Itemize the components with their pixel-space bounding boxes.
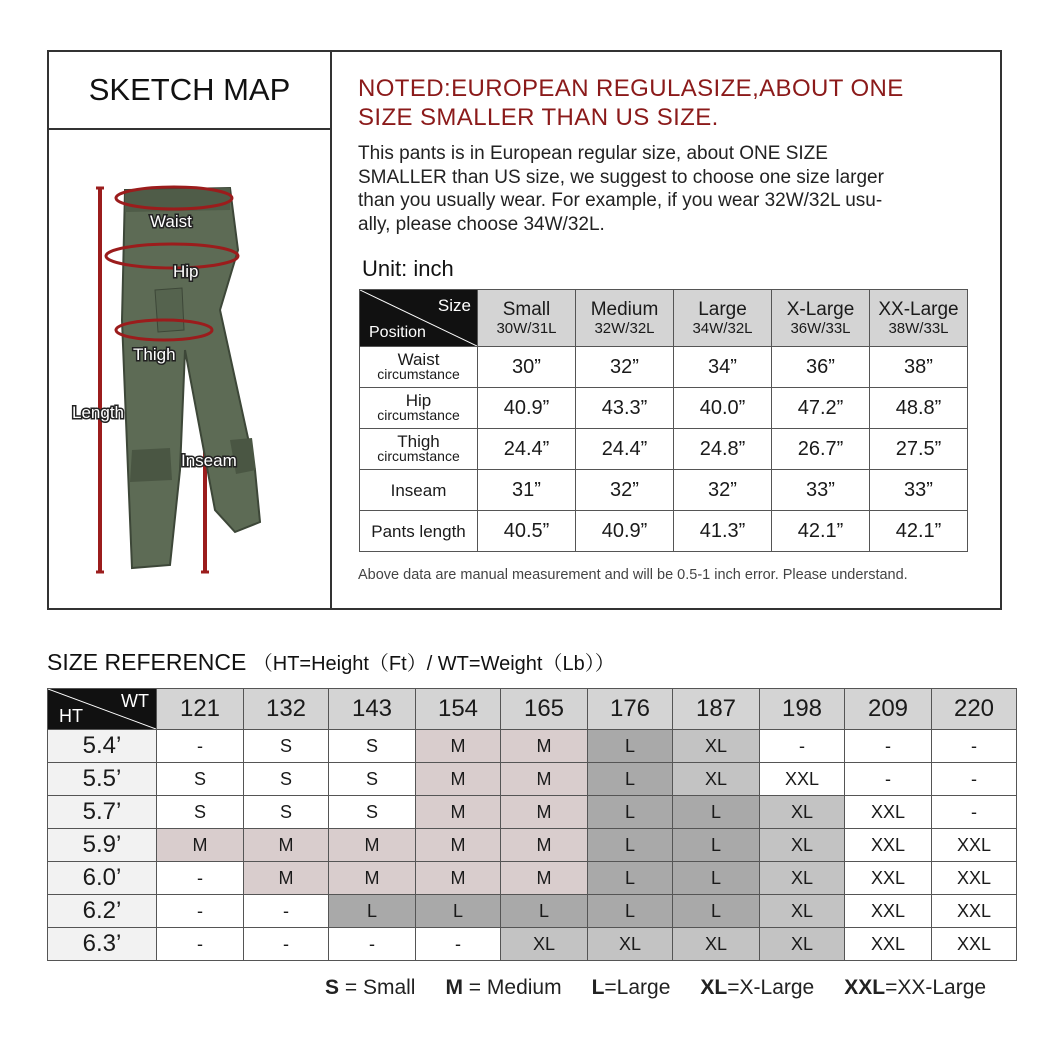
notice-title [358,74,988,132]
weight-header: 176 [588,689,673,730]
size-cell: XL [501,928,588,961]
size-cell: M [416,862,501,895]
height-label: 5.4’ [48,730,157,763]
size-cell: S [244,730,329,763]
notice-body-line: than you usually wear. For example, if you wear 32W/32L usu- [358,190,883,211]
size-cell: L [329,895,416,928]
measurement-cell: 31” [478,470,576,511]
measurement-cell: 40.5” [478,511,576,552]
size-column-header: Small 30W/31L [478,290,576,347]
measurement-cell: 47.2” [772,388,870,429]
notice-body-line: SMALLER than US size, we suggest to choose one size larger [358,166,884,188]
size-cell: M [416,763,501,796]
table-row [48,796,1017,829]
measurement-cell: 24.8” [674,429,772,470]
thigh-label: Thigh [133,345,176,364]
size-reference-table [47,688,1017,961]
size-chart-table [359,289,968,552]
size-cell: XXL [845,862,932,895]
pants-illustration [70,170,325,590]
size-cell: - [845,763,932,796]
measurement-cell: 41.3” [674,511,772,552]
measurement-cell: 36” [772,347,870,388]
size-cell: M [329,862,416,895]
unit-label: Unit: inch [362,256,454,281]
table-row [48,763,1017,796]
corner-ht-label: HT [59,706,83,726]
size-cell: XXL [932,928,1017,961]
measurement-cell: 40.9” [478,388,576,429]
corner-size-label: Size [437,296,471,315]
size-cell: L [588,730,673,763]
legend-text: = Small [339,976,416,999]
measurement-cell: 48.8” [870,388,968,429]
notice-body-line: This pants is in European regular size, about ONE SIZE [358,143,828,164]
length-label: Length [72,403,124,422]
size-cell: - [329,928,416,961]
ht-wt-corner [48,689,157,730]
size-cell: L [501,895,588,928]
legend-text: = Medium [462,976,562,999]
table-row [48,862,1017,895]
panel-divider [330,50,332,610]
size-cell: L [588,895,673,928]
size-cell: S [329,730,416,763]
legend-code: XXL [844,976,886,999]
size-reference-heading [47,647,615,676]
size-cell: - [932,763,1017,796]
size-cell: - [157,928,244,961]
size-cell: M [244,829,329,862]
measurement-cell: 32” [674,470,772,511]
size-cell: XXL [932,862,1017,895]
size-cell: M [501,796,588,829]
legend-text: =X-Large [727,976,815,999]
size-cell: XL [760,895,845,928]
position-label: Hip circumstance [360,388,478,429]
legend-text: =Large [604,976,671,999]
legend-code: L [591,976,605,999]
size-cell: - [845,730,932,763]
size-cell: XXL [845,895,932,928]
size-cell: - [244,895,329,928]
legend-text: =XX-Large [885,976,987,999]
table-row [360,347,968,388]
size-cell: M [501,730,588,763]
size-cell: - [760,730,845,763]
position-label: Waist circumstance [360,347,478,388]
legend-item [700,976,814,999]
corner-position-label: Position [369,324,426,341]
position-label: Inseam [360,470,478,511]
size-cell: L [673,829,760,862]
weight-header: 143 [329,689,416,730]
size-cell: XL [760,928,845,961]
size-cell: S [157,796,244,829]
measurement-cell: 33” [870,470,968,511]
height-label: 5.9’ [48,829,157,862]
size-cell: S [329,763,416,796]
corner-wt-label: WT [121,691,149,711]
measurement-cell: 40.9” [576,511,674,552]
legend-item [325,976,415,999]
weight-header: 121 [157,689,244,730]
size-cell: - [244,928,329,961]
measurement-cell: 27.5” [870,429,968,470]
size-cell: - [932,796,1017,829]
waist-label: Waist [150,212,192,231]
size-cell: M [416,796,501,829]
table-row [48,928,1017,961]
size-cell: - [416,928,501,961]
table-row [48,895,1017,928]
size-cell: - [157,862,244,895]
sketch-title: SKETCH MAP [88,72,291,107]
size-cell: M [501,763,588,796]
legend-code: M [445,976,463,999]
size-column-header: XX-Large 38W/33L [870,290,968,347]
size-cell: XL [760,796,845,829]
table-row [360,511,968,552]
measurement-cell: 40.0” [674,388,772,429]
legend-code: XL [700,976,728,999]
size-cell: L [673,796,760,829]
height-label: 5.5’ [48,763,157,796]
size-cell: XXL [845,829,932,862]
legend-item [844,976,986,999]
size-cell: XL [673,928,760,961]
size-cell: M [329,829,416,862]
size-cell: M [501,862,588,895]
notice-body-line: ally, please choose 34W/32L. [358,213,605,235]
height-label: 6.3’ [48,928,157,961]
size-cell: L [673,895,760,928]
measurement-cell: 24.4” [576,429,674,470]
position-label: Thigh circumstance [360,429,478,470]
size-cell: L [416,895,501,928]
notice-title-line: NOTED:EUROPEAN REGULASIZE,ABOUT ONE [358,75,904,102]
size-cell: - [932,730,1017,763]
table-row [360,388,968,429]
size-cell: M [416,829,501,862]
measurement-cell: 42.1” [870,511,968,552]
height-label: 6.2’ [48,895,157,928]
size-cell: XL [760,829,845,862]
size-cell: XXL [845,796,932,829]
measurement-note: Above data are manual measurement and will be 0.5-1 inch error. Please understand. [358,567,908,583]
measurement-cell: 26.7” [772,429,870,470]
size-cell: L [588,796,673,829]
table-row [48,730,1017,763]
height-label: 6.0’ [48,862,157,895]
size-reference-title: SIZE REFERENCE [47,649,247,675]
weight-header: 187 [673,689,760,730]
measurement-cell: 32” [576,470,674,511]
table-row [48,829,1017,862]
size-cell: XXL [932,829,1017,862]
size-cell: XL [673,730,760,763]
weight-header: 165 [501,689,588,730]
height-label: 5.7’ [48,796,157,829]
measurement-cell: 33” [772,470,870,511]
size-cell: M [244,862,329,895]
size-cell: S [244,763,329,796]
measurement-cell: 38” [870,347,968,388]
measurement-cell: 43.3” [576,388,674,429]
weight-header: 198 [760,689,845,730]
size-cell: - [157,895,244,928]
size-cell: XXL [932,895,1017,928]
measurement-cell: 42.1” [772,511,870,552]
notice-body [358,142,978,236]
size-cell: XL [760,862,845,895]
measurement-cell: 24.4” [478,429,576,470]
hip-label: Hip [173,262,199,281]
size-cell: XL [673,763,760,796]
size-legend [325,976,1005,1000]
size-column-header: Large 34W/32L [674,290,772,347]
size-cell: - [157,730,244,763]
size-cell: L [588,829,673,862]
legend-item [445,976,561,999]
size-cell: M [501,829,588,862]
size-cell: M [157,829,244,862]
size-cell: L [588,763,673,796]
legend-item [592,976,671,999]
size-cell: XXL [760,763,845,796]
size-cell: S [157,763,244,796]
weight-header: 132 [244,689,329,730]
size-column-header: X-Large 36W/33L [772,290,870,347]
weight-header: 154 [416,689,501,730]
notice-title-line: SIZE SMALLER THAN US SIZE. [358,104,719,131]
position-label: Pants length [360,511,478,552]
size-cell: L [673,862,760,895]
size-cell: M [416,730,501,763]
legend-code: S [325,976,340,999]
weight-header-row [48,689,1017,730]
measurement-cell: 32” [576,347,674,388]
weight-header: 209 [845,689,932,730]
size-cell: S [244,796,329,829]
size-reference-subtitle: （HT=Height（Ft）/ WT=Weight（Lb）） [252,653,615,675]
table-row [360,470,968,511]
weight-header: 220 [932,689,1017,730]
inseam-label: Inseam [181,451,237,470]
left-knee-pad [130,448,172,482]
size-cell: S [329,796,416,829]
size-cell: XL [588,928,673,961]
measurement-cell: 34” [674,347,772,388]
size-cell: XXL [845,928,932,961]
cargo-pocket [155,288,184,332]
measurement-cell: 30” [478,347,576,388]
table-row [360,429,968,470]
size-cell: L [588,862,673,895]
size-position-corner [360,290,478,347]
size-column-header: Medium 32W/32L [576,290,674,347]
